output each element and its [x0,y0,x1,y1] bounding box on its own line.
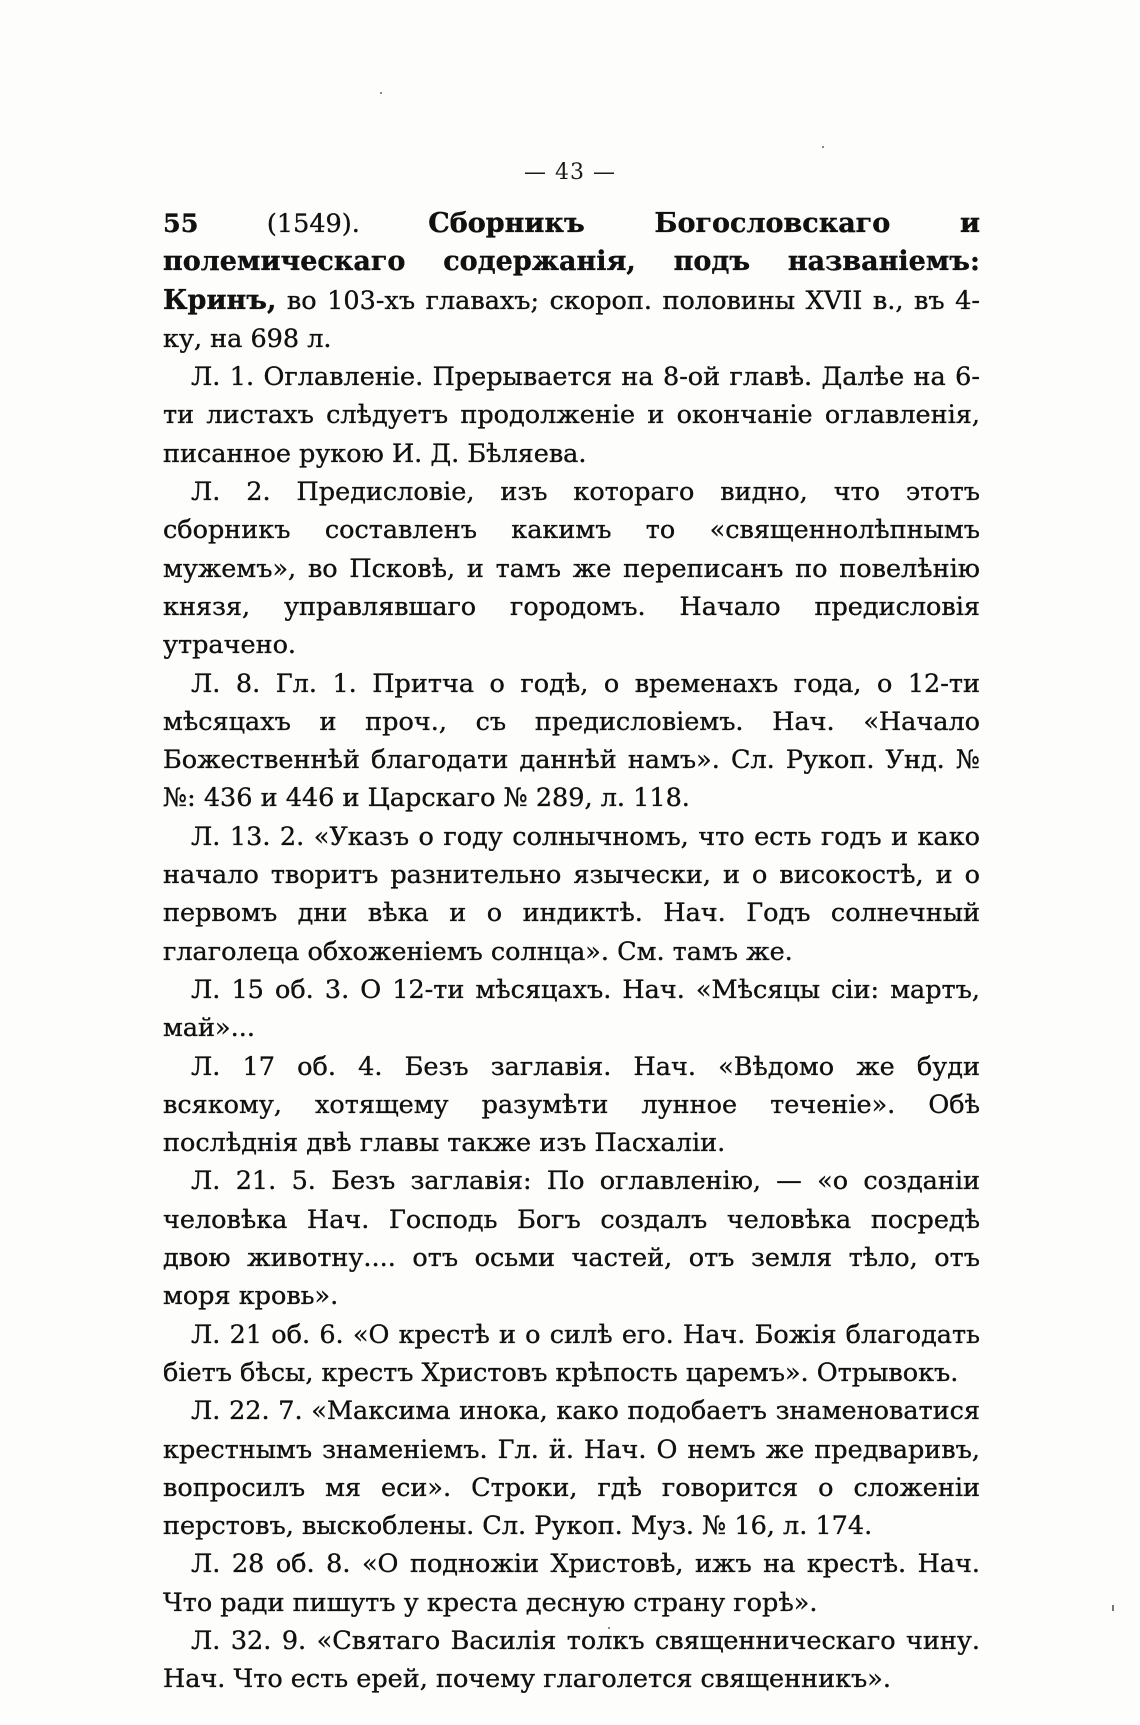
leaf-entry: Л. 17 об. 4. Безъ заглавія. Нач. «Вѣдомо же буди всякому, хотящему разумѣти лунное теченіе». Обѣ послѣднія двѣ главы также изъ Пасхаліи. [163,1051,980,1159]
entry-reference: (1549). [198,209,429,239]
scan-speck [380,92,382,94]
page-number: — 43 — [524,160,616,185]
leaf-entry: Л. 2. Предисловіе, изъ котораго видно, что этотъ сборникъ составленъ какимъ то «священнолѣпнымъ мужемъ», во Псковѣ, и тамъ же переписанъ по повелѣнію князя, управлявшаго городомъ. Начало предисловія утрачено. [163,477,980,661]
margin-mark [1112,1605,1114,1611]
leaf-entry: Л. 8. Гл. 1. Притча о годѣ, о временахъ года, о 12-ти мѣсяцахъ и проч., съ предисловіемъ. Нач. «Начало Божественнѣй благодати даннѣй намъ». Сл. Рукоп. Унд. №№: 436 и 446 и Царскаго № 289, л. 118. [163,668,980,814]
leaf-entry: Л. 22. 7. «Максима инока, како подобаетъ знаменоватися крестнымъ знаменіемъ. Гл. ӥ. Нач. О немъ же предваривъ, вопросилъ мя еси». Строки, гдѣ говорится о сложеніи перстовъ, выскоблены. Сл. Рукоп. Муз. № 16, л. 174. [163,1396,980,1542]
leaf-entry: Л. 32. 9. «Святаго Василія толкъ священническаго чину. Нач. Что есть ерей, почему глаголется священникъ». [163,1625,980,1695]
leaf-entry: Л. 1. Оглавленіе. Прерывается на 8-ой главѣ. Далѣе на 6-ти листахъ слѣдуетъ продолженіе и окончаніе оглавленія, писанное рукою И. Д. Бѣляева. [163,362,980,469]
leaf-entry: Л. 21 об. 6. «О крестѣ и о силѣ его. Нач. Божія благодать біетъ бѣсы, крестъ Христовъ крѣпость царемъ». Отрывокъ. [163,1319,980,1388]
catalog-entry-heading [163,205,980,358]
leaf-entry: Л. 28 об. 8. «О подножіи Христовѣ, ижъ на крестѣ. Нач. Что ради пишутъ у креста десную страну горѣ». [163,1549,980,1618]
leaf-entry: Л. 21. 5. Безъ заглавія: По оглавленію, — «о созданіи человѣка Нач. Господь Богъ создалъ человѣка посредѣ двою животну.... отъ осьми частей, отъ земля тѣло, отъ моря кровь». [163,1166,980,1312]
entry-description: во 103-хъ главахъ; скороп. половины XVII в., въ 4-ку, на 698 л. [163,285,980,354]
entry-number: 55 [163,209,199,239]
catalog-text [163,205,980,1699]
entry-title: Сборникъ Богословскаго и полемическаго содержанія, подъ названіемъ: Кринъ, [163,208,980,316]
leaf-entry: Л. 13. 2. «Указъ о году солнычномъ, что есть годъ и како начало творитъ разнительно язычески, и о високостѣ, и о первомъ дни вѣка и о индиктѣ. Нач. Годъ солнечный глаголеца обхоженіемъ солнца». См. тамъ же. [163,821,980,967]
leaf-entry: Л. 15 об. 3. О 12-ти мѣсяцахъ. Нач. «Мѣсяцы сіи: мартъ, май»... [163,974,980,1044]
scan-speck [822,146,824,148]
